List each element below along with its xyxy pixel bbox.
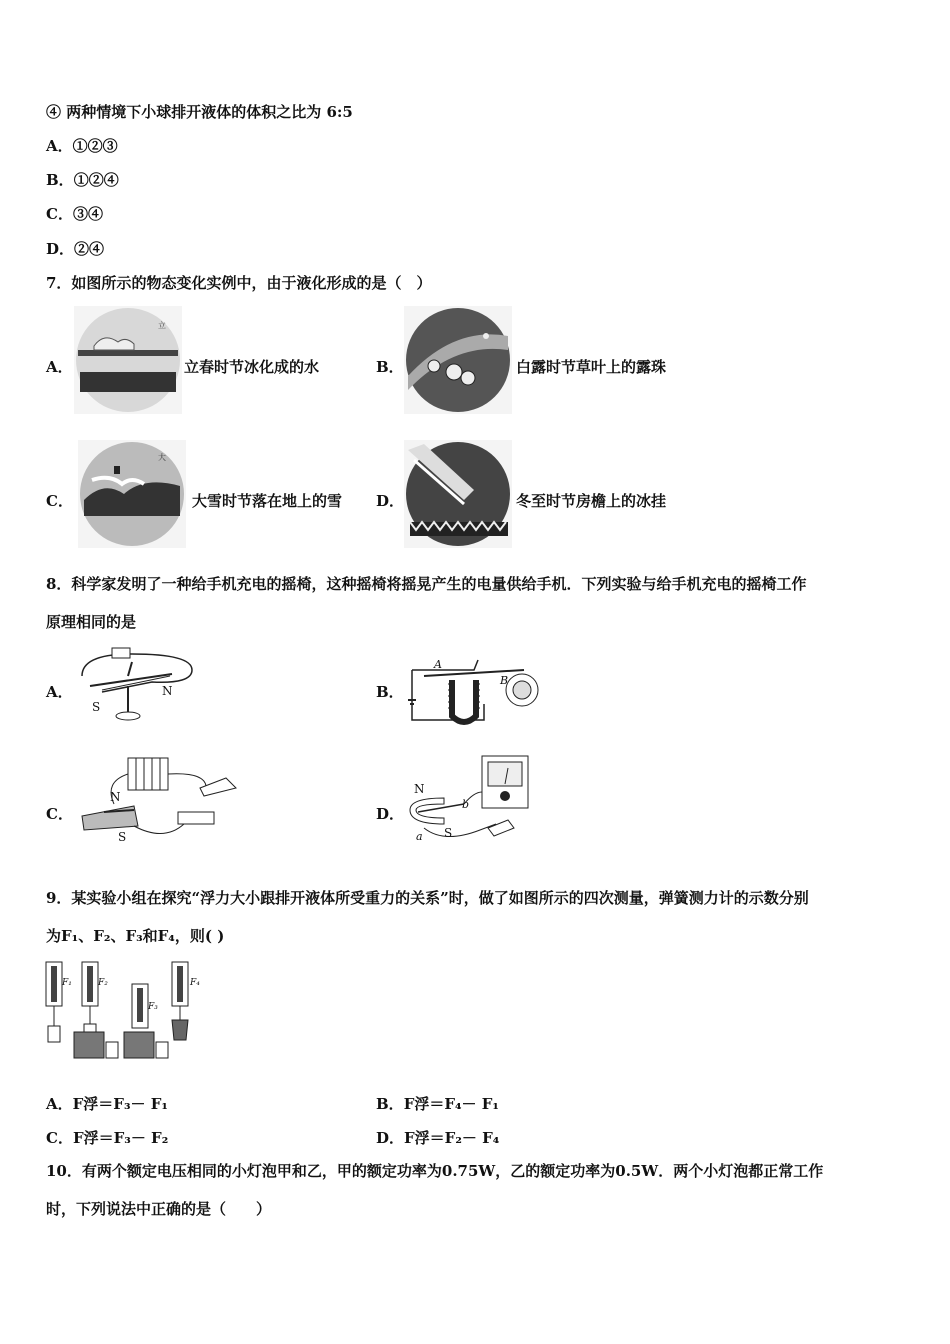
option-label: B． — [376, 1095, 404, 1113]
q8-figure-b-electric-bell — [404, 650, 544, 730]
q9-figure-spring-scales — [40, 954, 212, 1066]
label-f2: F₂ — [98, 978, 108, 988]
label-n: N — [414, 782, 425, 796]
q8-question-line1: 8．科学家发明了一种给手机充电的摇椅，这种摇椅将摇晃产生的电量供给手机．下列实验与给手机充电的摇椅工作 — [46, 575, 807, 593]
q9-option-b[interactable] — [376, 1094, 499, 1114]
option-label: C． — [46, 1129, 73, 1147]
q8-option-c-label[interactable]: C． — [46, 805, 73, 823]
q8-option-d-label[interactable]: D． — [376, 805, 405, 823]
q9-option-c[interactable] — [46, 1128, 168, 1148]
q7-caption-b: 白露时节草叶上的露珠 — [516, 358, 667, 376]
label-f4: F₄ — [190, 978, 200, 988]
option-text: F浮＝F₃－ F₂ — [72, 1129, 169, 1147]
q8-figure-d-galvanometer — [404, 752, 536, 848]
option-text: ②④ — [74, 240, 105, 258]
q7-image-d-icicle — [404, 440, 512, 548]
q7-option-d-label[interactable]: D． — [376, 492, 405, 510]
q9-option-a[interactable] — [46, 1094, 168, 1114]
label-f1: F₁ — [62, 978, 72, 988]
q7-image-c-snow — [78, 440, 186, 548]
label-b: b — [462, 798, 470, 811]
option-label: D． — [376, 1129, 405, 1147]
q7-option-b-label[interactable]: B． — [376, 358, 404, 376]
option-label: D． — [46, 240, 75, 258]
label-n: N — [162, 684, 173, 698]
q7-image-a-ice-melting — [74, 306, 182, 414]
label-s: S — [92, 700, 101, 714]
q7-option-c-label[interactable]: C． — [46, 492, 73, 510]
q8-question-line2: 原理相同的是 — [46, 613, 137, 631]
q10-question-line1: 10．有两个额定电压相同的小灯泡甲和乙，甲的额定功率为0.75W，乙的额定功率为0.5W．两个小灯泡都正常工作 — [46, 1162, 824, 1180]
q9-question-line1: 9．某实验小组在探究“浮力大小跟排开液体所受重力的关系”时，做了如图所示的四次测量，弹簧测力计的示数分别 — [46, 889, 809, 907]
option-text: F浮＝F₃－ F₁ — [72, 1095, 168, 1113]
q6-option-a[interactable] — [46, 136, 118, 156]
option-text: ①②④ — [73, 171, 119, 189]
option-text: ③④ — [72, 205, 103, 223]
q7-caption-a: 立春时节冰化成的水 — [184, 358, 320, 376]
option-text: F浮＝F₂－ F₄ — [404, 1129, 500, 1147]
option-label: A． — [46, 1095, 73, 1113]
label-s: S — [118, 830, 127, 844]
q7-option-a-label[interactable]: A． — [46, 358, 73, 376]
q8-figure-c-battery-magnet — [74, 752, 246, 848]
q10-question-line2: 时，下列说法中正确的是（ ） — [46, 1200, 272, 1218]
option-text: F浮＝F₄－ F₁ — [403, 1095, 499, 1113]
q9-option-d[interactable] — [376, 1128, 499, 1148]
q6-statement-4: ④ 两种情境下小球排开液体的体积之比为 6:5 — [46, 103, 353, 121]
option-label: C． — [46, 205, 73, 223]
option-text: ①②③ — [72, 137, 118, 155]
q9-question-line2: 为F₁、F₂、F₃和F₄，则( ) — [46, 927, 225, 945]
q6-option-c[interactable] — [46, 204, 103, 224]
svg-text:大: 大 — [158, 453, 166, 462]
option-label: B． — [46, 171, 74, 189]
label-a: A — [434, 658, 442, 671]
q8-figure-a-compass-coil — [72, 646, 202, 726]
q7-caption-c: 大雪时节落在地上的雪 — [192, 492, 343, 510]
q8-option-b-label[interactable]: B． — [376, 683, 404, 701]
q6-option-b[interactable] — [46, 170, 119, 190]
q6-option-d[interactable] — [46, 239, 104, 259]
q7-question: 7．如图所示的物态变化实例中，由于液化形成的是（ ） — [46, 274, 432, 292]
label-b: B — [500, 674, 509, 687]
option-label: A． — [46, 137, 73, 155]
label-f3: F₃ — [148, 1002, 158, 1012]
label-a: a — [416, 830, 423, 843]
q7-caption-d: 冬至时节房檐上的冰挂 — [516, 492, 667, 510]
q7-image-b-dew-on-grass — [404, 306, 512, 414]
label-n: N — [110, 790, 121, 804]
q8-option-a-label[interactable]: A． — [46, 683, 73, 701]
svg-text:立: 立 — [158, 321, 166, 330]
label-s: S — [444, 826, 453, 840]
